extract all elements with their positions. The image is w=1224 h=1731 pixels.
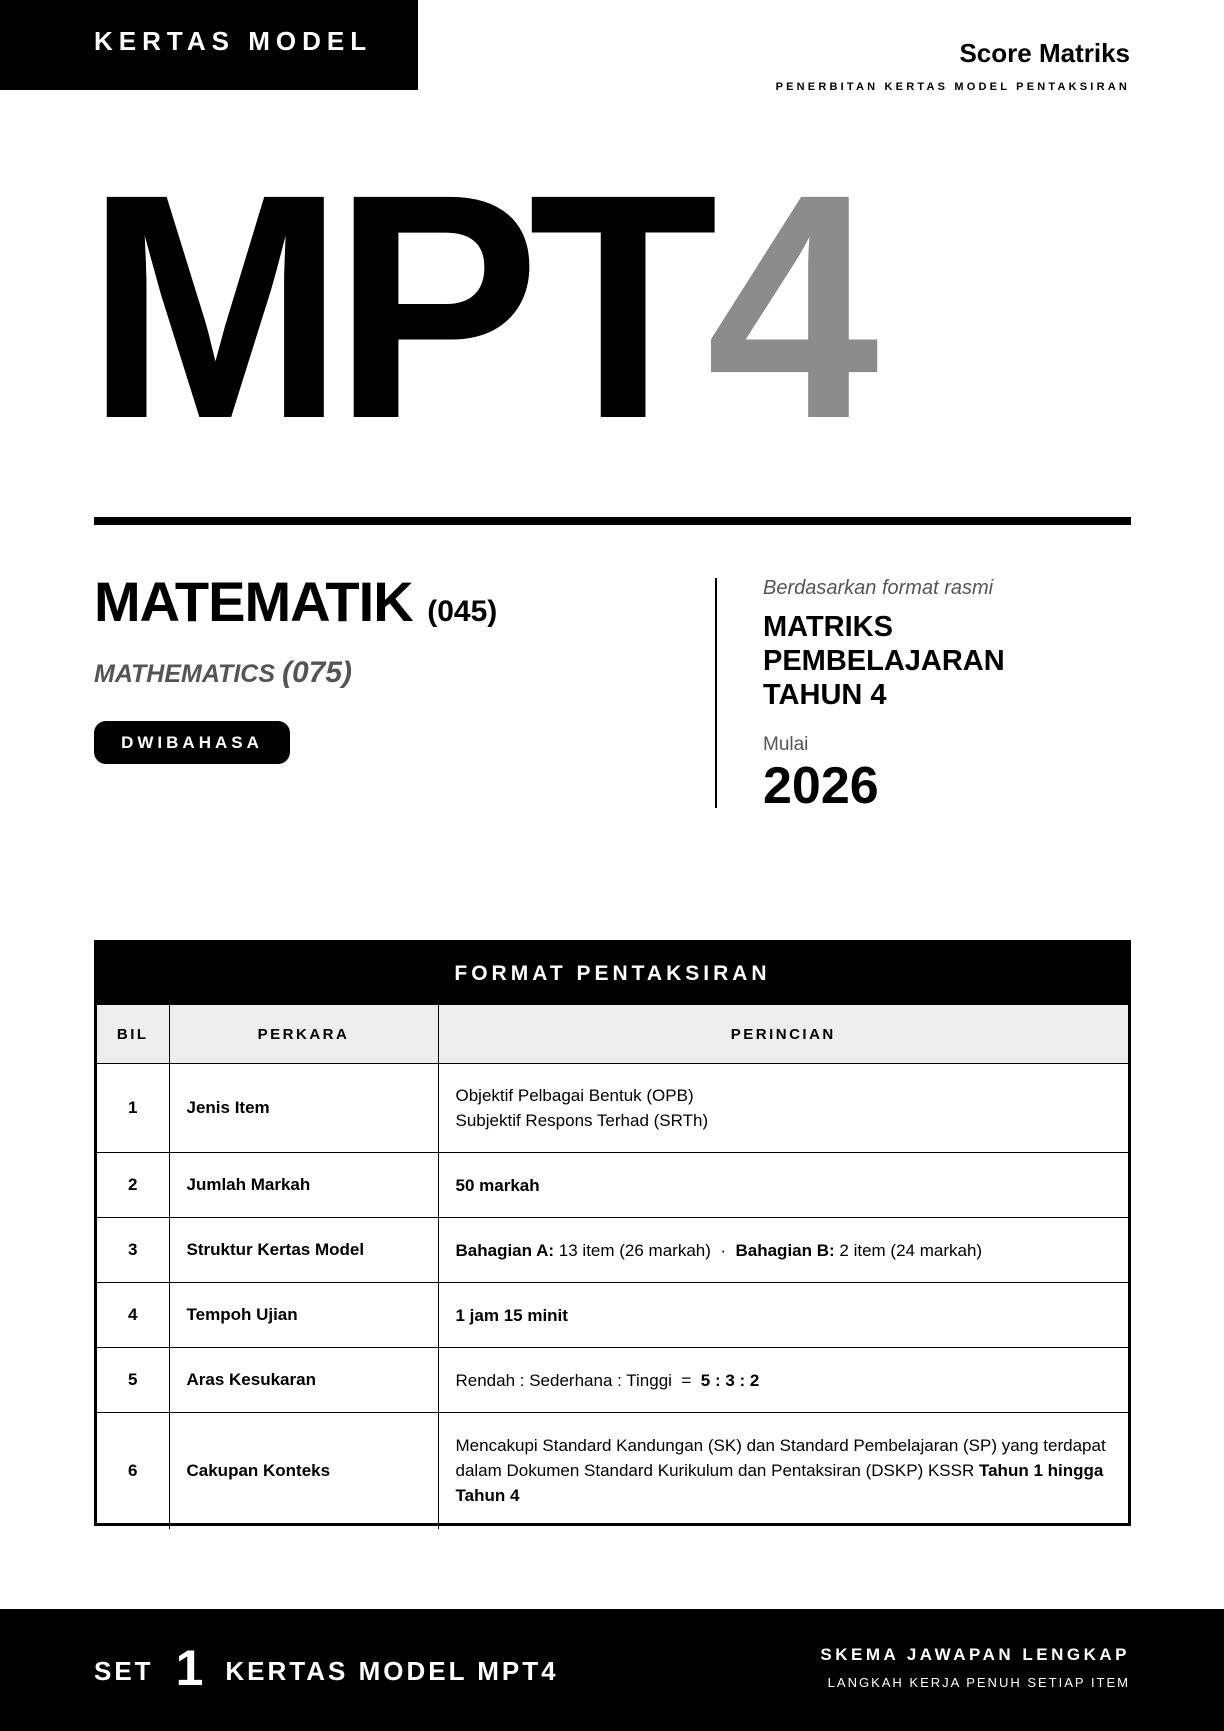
subject-title [94,570,498,633]
row-perkara: Cakupan Konteks [169,1413,438,1529]
ratio-value: 5 : 3 : 2 [700,1370,760,1390]
ratio-label: Rendah : Sederhana : Tinggi [455,1370,672,1390]
part-a-label: Bahagian A: [455,1240,555,1260]
row-bil: 1 [97,1064,169,1153]
row-perkara: Jenis Item [169,1064,438,1153]
subject-code-en: (075) [281,656,352,689]
table-row [97,1348,1128,1413]
col-perincian: PERINCIAN [438,1005,1128,1064]
footer-right-title: SKEMA JAWAPAN LENGKAP [820,1645,1130,1664]
set-label: SET [94,1655,154,1686]
matrix-info [763,577,1005,815]
part-a-value: 13 item (26 markah) [558,1240,711,1260]
row-perincian: 1 jam 15 minit [438,1283,1128,1348]
row-perincian [438,1413,1128,1529]
big-title-number: 4 [706,127,868,485]
format-table [94,940,1131,1526]
publisher [776,38,1130,93]
footer-right [820,1645,1130,1690]
row-bil: 6 [97,1413,169,1529]
perincian-bold: Tahun 1 hingga Tahun 4 [455,1461,1104,1506]
table-heading: FORMAT PENTAKSIRAN [97,943,1128,1005]
footer-set [94,1639,559,1703]
matrix-intro: Berdasarkan format rasmi [763,577,994,599]
subject-name-en: MATHEMATICS [94,660,275,688]
format-table-grid [97,1005,1128,1529]
table-row [97,1283,1128,1348]
header-tag: KERTAS MODEL [0,0,418,90]
big-title-main: MPT [86,127,707,485]
footer-bar [0,1609,1224,1731]
row-perkara: Jumlah Markah [169,1153,438,1218]
table-row [97,1413,1128,1529]
row-perincian [438,1348,1128,1413]
since-label: Mulai [763,734,809,755]
row-perincian [438,1064,1128,1153]
subject-name: MATEMATIK [94,570,413,633]
row-perincian [438,1218,1128,1283]
big-title [86,127,868,485]
title-rule [94,517,1131,525]
subject-code: (045) [427,595,498,628]
table-row [97,1064,1128,1153]
table-header-row [97,1005,1128,1064]
footer-right-subtitle: LANGKAH KERJA PENUH SETIAP ITEM [827,1675,1130,1690]
row-perkara: Tempoh Ujian [169,1283,438,1348]
divider [715,578,717,808]
separator: · [720,1240,727,1260]
bilingual-badge: DWIBAHASA [94,721,290,764]
subject-title-en [94,656,497,690]
row-bil: 3 [97,1218,169,1283]
set-title: KERTAS MODEL MPT4 [225,1655,559,1686]
row-bil: 2 [97,1153,169,1218]
col-perkara: PERKARA [169,1005,438,1064]
row-bil: 4 [97,1283,169,1348]
subject-block [94,570,498,690]
publisher-subtitle: PENERBITAN KERTAS MODEL PENTAKSIRAN [775,81,1130,93]
year: 2026 [763,757,879,815]
perincian-line: Objektif Pelbagai Bentuk (OPB) [455,1086,694,1105]
table-row [97,1218,1128,1283]
perincian-line: Subjektif Respons Terhad (SRTh) [455,1111,709,1130]
matrix-title: MATRIKS PEMBELAJARAN TAHUN 4 [763,611,1005,711]
table-row [97,1153,1128,1218]
row-perincian: 50 markah [438,1153,1128,1218]
row-bil: 5 [97,1348,169,1413]
equals: = [681,1370,692,1390]
part-b-label: Bahagian B: [735,1240,835,1260]
row-perkara: Aras Kesukaran [169,1348,438,1413]
col-bil: BIL [97,1005,169,1064]
perincian-text: Mencakupi Standard Kandungan (SK) dan Standard Pembelajaran (SP) yang terdapat dalam Dokumen Standard Kurikulum dan Pentaksiran (DSKP) KSSR [455,1436,1106,1481]
part-b-value: 2 item (24 markah) [839,1240,983,1260]
set-number: 1 [175,1640,204,1696]
row-perkara: Struktur Kertas Model [169,1218,438,1283]
publisher-name: Score Matriks [959,38,1130,68]
